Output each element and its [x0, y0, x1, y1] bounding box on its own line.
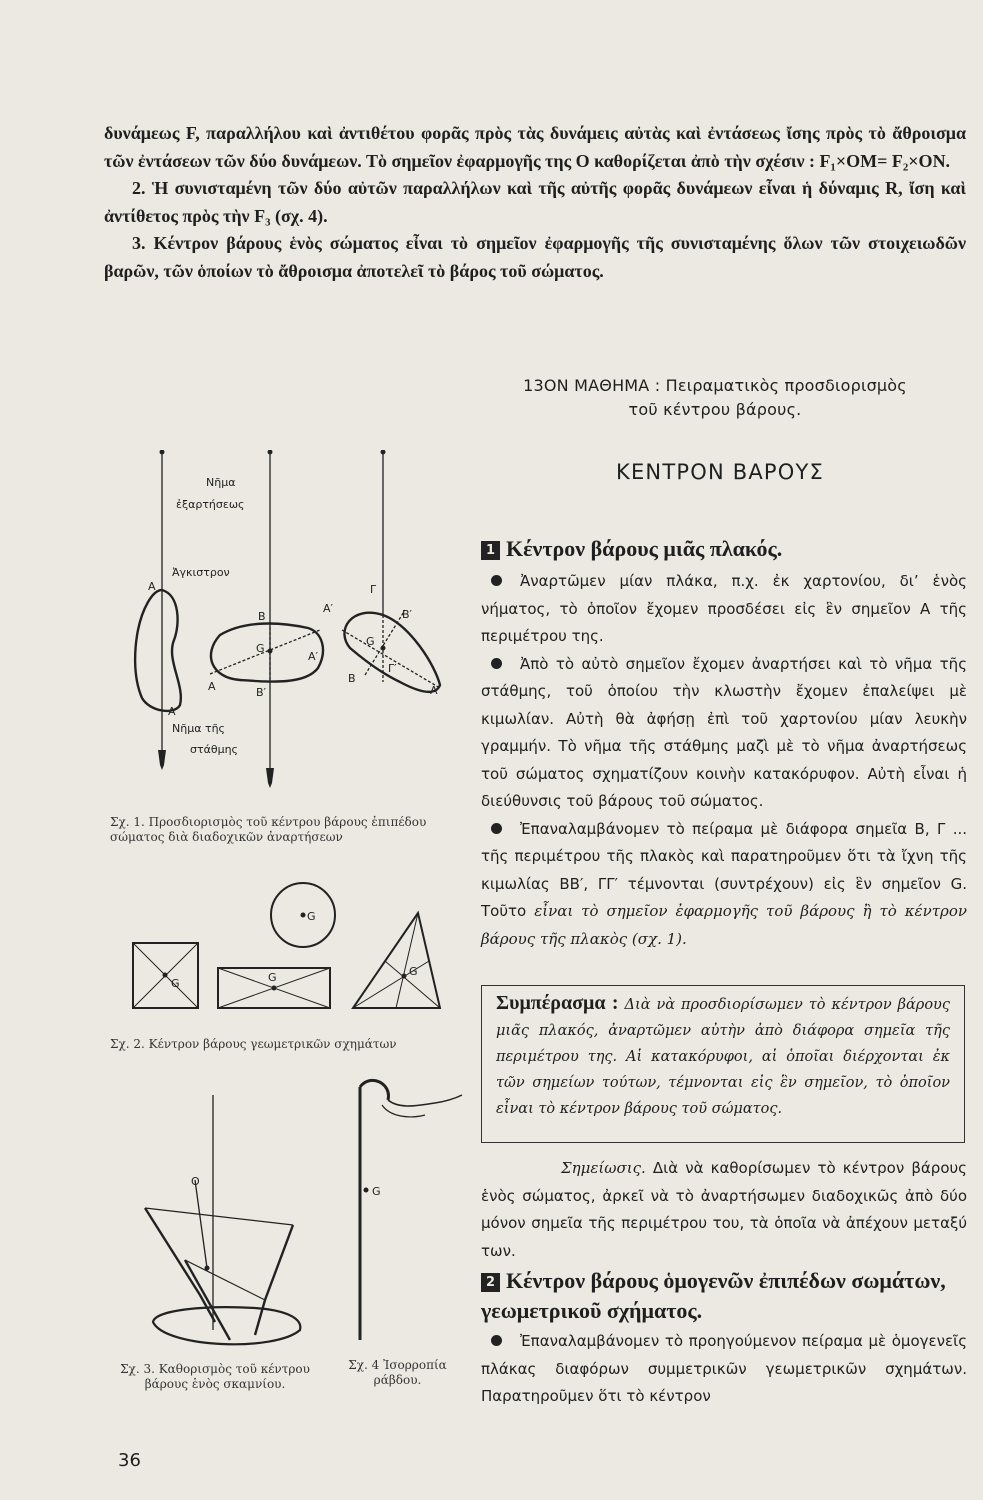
label-thread-1: Νῆμα [206, 476, 236, 489]
bullet-icon [491, 823, 502, 834]
figure-2-caption: Σχ. 2. Κέντρον βάρους γεωμετρικῶν σχημάτων [110, 1037, 397, 1051]
note-text: Διὰ νὰ καθορίσωμεν τὸ κέντρον βάρους ἑνὸς σώματος, ἀρκεῖ νὰ τὸ ἀναρτήσωμεν διαδοχικῶς ἀπὸ δύο μόνον σημεῖα τῆς περιμέτρου του, τὰ ὁποῖα νὰ ἀπέχουν μεταξύ των. [481, 1159, 967, 1260]
label-g-rectangle: G [268, 971, 277, 984]
paragraph-3: 3. Κέντρον βάρους ἑνὸς σώματος εἶναι τὸ σημεῖον ἐφαρμογῆς τῆς συνισταμένης ὅλων τῶν στοιχειωδῶν βαρῶν, τῶν ὁποίων τὸ ἄθροισμα ἀποτελεῖ τὸ βάρος τοῦ σώματος. [104, 233, 966, 281]
section-2-title [481, 1266, 967, 1326]
plate-1-shape [135, 590, 181, 711]
label-plumb-1: Νῆμα τῆς [172, 722, 225, 735]
label-g-3: G [366, 635, 375, 648]
stool-leg-1 [145, 1208, 215, 1322]
page-number: 36 [118, 1450, 141, 1471]
chalk-line-aa [210, 630, 320, 674]
section-2-bullet-1: Ἐπαναλαμβάνομεν τὸ προηγούμενον πείραμα μὲ ὁμογενεῖς πλάκας διαφόρων συμμετρικῶν γεωμετρικῶν σχημάτων. Παρατηροῦμεν ὅτι τὸ κέντρον [481, 1332, 967, 1405]
conclusion-text: Διὰ νὰ προσδιορίσωμεν τὸ κέντρον βάρους μιᾶς πλακός, ἀναρτῶμεν αὐτὴν ἀπὸ διάφορα σημεῖα τῆς περιμέτρου της. Αἱ κατακόρυφοι, αἱ ὁποῖαι διέρχονται ἐκ τῶν σημείων τούτων, τέμνονται εἰς ἓν σημεῖον, τὸ ὁποῖον εἶναι τὸ κέντρον βάρους τοῦ σώματος. [496, 997, 950, 1117]
label-o: Ο [191, 1175, 200, 1188]
label-a-prime-1: Α′ [168, 705, 179, 718]
section-1-bullet-2: Ἀπὸ τὸ αὐτὸ σημεῖον ἔχομεν ἀναρτήσει καὶ τὸ νῆμα τῆς στάθμης, τοῦ ὁποίου τὴν κλωστὴν ἔχομεν ἐπαλείψει μὲ κιμωλίαν. Αὐτὴ θὰ ἀφήσῃ ἐπὶ τοῦ χαρτονίου μίαν λευκὴν γραμμήν. Τὸ νῆμα τῆς στάθμης μαζὶ μὲ τὸ νῆμα ἀναρτήσεως τοῦ σώματος σχηματίζουν κοινὴν κατακόρυφον. Αὐτὴ εἶναι ἡ διεύθυνσις τοῦ βάρους τοῦ σώματος. [481, 654, 967, 810]
figure-4-drawing [330, 1075, 465, 1355]
note-label: Σημείωσις. [561, 1159, 646, 1177]
section-1-number: 1 [481, 541, 500, 560]
label-b-3: Β [348, 672, 356, 685]
lesson-line-1: 13ΟΝ ΜΑΘΗΜΑ : Πειραματικὸς προσδιορισμὸς [523, 376, 907, 395]
label-g-2: G [256, 642, 265, 655]
lesson-header [480, 374, 950, 422]
label-a-3: Α [430, 684, 438, 697]
plumb-bob-1 [158, 750, 166, 770]
figure-2-drawing [125, 875, 465, 1025]
label-gamma-prime: Γ′ [388, 662, 397, 675]
figure-3-drawing [125, 1090, 325, 1360]
figure-1-drawing [130, 450, 460, 795]
label-g-triangle: G [409, 965, 418, 978]
stool-seat [153, 1307, 300, 1344]
paragraph-2: 2. Ἡ συνισταμένη τῶν δύο αὐτῶν παραλλήλων καὶ τῆς αὐτῆς φορᾶς δυνάμεων εἶναι ἡ δύναμις R, ἴση καὶ ἀντίθετος πρὸς τὴν F₃ (σχ. 4). [104, 178, 966, 226]
label-b-prime-3: Β′ [402, 608, 413, 621]
stool-thread [195, 1180, 207, 1268]
note [481, 1155, 967, 1265]
figure-4-caption: Σχ. 4 Ἰσορροπία ράβδου. [348, 1358, 447, 1387]
rod-handle [360, 1080, 388, 1100]
hand-outline [388, 1095, 462, 1106]
chalk-line-aa-3 [342, 630, 440, 688]
label-plumb-2: στάθμης [190, 743, 239, 756]
section-1-bullet-1: Ἀναρτῶμεν μίαν πλάκα, π.χ. ἐκ χαρτονίου, δι’ ἑνὸς νήματος, τὸ ὁποῖον ἔχομεν προσδέσει εἰς ἓν σημεῖον Α τῆς περιμέτρου της. [481, 572, 967, 645]
section-1 [481, 534, 967, 953]
label-a-prime-2: Α′ [308, 650, 319, 663]
plate-2-shape [211, 624, 323, 682]
section-2 [481, 1266, 967, 1411]
section-2-title-text: Κέντρον βάρους ὁμογενῶν ἐπιπέδων σωμάτων, γεωμετρικοῦ σχήματος. [481, 1268, 946, 1323]
section-1-title-text: Κέντρον βάρους μιᾶς πλακός. [506, 536, 783, 561]
label-b-prime-2: Β′ [256, 686, 267, 699]
conclusion-label: Συμπέρασμα : [496, 992, 619, 1014]
conclusion-box [481, 985, 965, 1143]
bullet-icon [491, 658, 502, 669]
top-paragraphs [104, 120, 966, 285]
label-g-circle: G [307, 910, 316, 923]
main-title: ΚΕΝΤΡΟΝ ΒΑΡΟΥΣ [615, 460, 824, 484]
label-thread-2: ἐξαρτήσεως [176, 498, 245, 511]
figure-1-caption: Σχ. 1. Προσδιορισμὸς τοῦ κέντρου βάρους ἐπιπέδου σώματος διὰ διαδοχικῶν ἀναρτήσεων [110, 815, 427, 844]
paragraph-1: δυνάμεως F, παραλλήλου καὶ ἀντιθέτου φορᾶς πρὸς τὰς δυνάμεις αὐτὰς καὶ ἐντάσεως ἴσης πρὸς τὸ ἄθροισμα τῶν ἐντάσεων τῶν δύο δυνάμεων. Τὸ σημεῖον ἐφαρμογῆς της Ο καθορίζεται ἀπὸ τὴν σχέσιν : F₁×OM= F₂×ON. [104, 123, 966, 171]
label-a-prime-3: Α′ [323, 602, 334, 615]
bullet-icon [491, 575, 502, 586]
section-1-bullet-3-italic: εἶναι τὸ σημεῖον ἐφαρμογῆς τοῦ βάρους ἢ τὸ κέντρον βάρους τῆς πλακὸς (σχ. 1). [481, 902, 967, 948]
lesson-line-2: τοῦ κέντρου βάρους. [628, 400, 802, 419]
plumb-bob-2 [266, 768, 274, 788]
stool-leg-3 [255, 1225, 293, 1335]
stool-leg-2 [185, 1260, 230, 1340]
bullet-icon [491, 1335, 502, 1346]
label-gamma: Γ [370, 583, 377, 596]
label-hook: Ἀγκιστρον [172, 566, 230, 579]
figure-3-caption: Σχ. 3. Καθορισμὸς τοῦ κέντρου βάρους ἑνὸς σκαμνίου. [120, 1362, 310, 1391]
section-2-number: 2 [481, 1273, 500, 1292]
triangle-shape [353, 913, 440, 1008]
label-a-2: Α [208, 680, 216, 693]
section-1-bullet-3: Ἐπαναλαμβάνομεν τὸ πείραμα μὲ διάφορα σημεῖα Β, Γ ... τῆς περιμέτρου τῆς πλακὸς καὶ παρατηροῦμεν ὅτι τὰ ἴχνη τῆς κιμωλίας ΒΒ′, ΓΓ′ τέμνονται (συντρέχουν) εἰς ἓν σημεῖον G. Τοῦτο εἶναι τὸ σημεῖον ἐφαρμογῆς τοῦ βάρους ἢ τὸ κέντρον βάρους τῆς πλακὸς (σχ. 1). [481, 819, 967, 948]
section-1-title [481, 534, 967, 564]
label-b-2: Β [258, 610, 266, 623]
label-a-1: Α [148, 580, 156, 593]
label-g-square: G [171, 977, 180, 990]
label-g-rod: G [372, 1185, 381, 1198]
